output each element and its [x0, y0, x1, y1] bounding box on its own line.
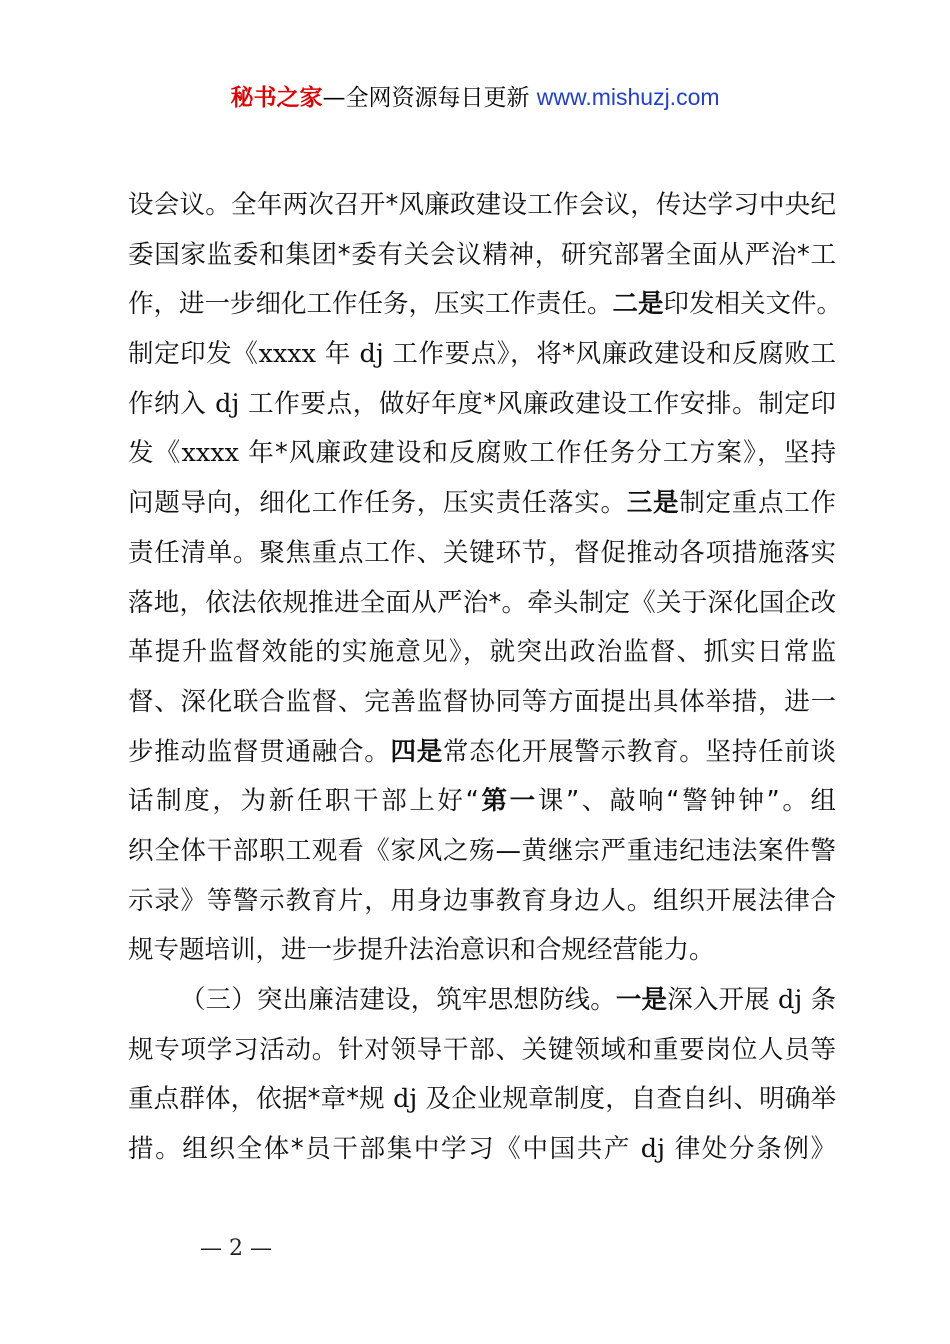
document-body [128, 181, 843, 1175]
text-line: 规专项学习活动。针对领导干部、关键领域和重要岗位人员等 [128, 1034, 836, 1065]
bold-keyword: 第一 [478, 786, 538, 817]
text-line: 重点群体，依据*章*规 dj 及企业规章制度，自查自纠、明确举 [128, 1084, 837, 1115]
text-line: 作纳入 dj 工作要点，做好年度*风廉政建设工作安排。制定印 [128, 388, 836, 419]
bold-keyword: 四是 [390, 736, 443, 767]
text-line: 制定印发《xxxx 年 dj 工作要点》，将*风廉政建设和反腐败工 [128, 339, 836, 370]
text-line: 步推动监督贯通融合。四是常态化开展警示教育。坚持任前谈 [128, 736, 836, 767]
text-line: 话制度，为新任职干部上好“第一课”、敲响“警钟钟”。组 [128, 786, 836, 817]
text-line: 设会议。全年两次召开*风廉政建设工作会议，传达学习中央纪 [128, 190, 836, 220]
text-line: 织全体干部职工观看《家风之殇—黄继宗严重违纪违法案件警 [128, 835, 836, 866]
text-line: 落地，依法依规推进全面从严治*。牵头制定《关于深化国企改 [128, 587, 836, 618]
text-line: 发《xxxx 年*风廉政建设和反腐败工作任务分工方案》，坚持 [128, 438, 836, 469]
page-number: — 2 — [200, 1236, 272, 1261]
bold-keyword: 二是 [612, 289, 664, 320]
text-line: 示录》等警示教育片，用身边事教育身边人。组织开展法律合 [128, 885, 836, 916]
text-line: 革提升监督效能的实施意见》，就突出政治监督、抓实日常监 [128, 637, 836, 668]
header-tagline: —全网资源每日更新 [322, 85, 537, 111]
site-url-link[interactable]: www.mishuzj.com [536, 84, 720, 110]
text-line: 规专题培训，进一步提升法治意识和合规经营能力。 [128, 935, 715, 966]
brand-name: 秘书之家 [230, 85, 323, 111]
text-line: 责任清单。聚焦重点工作、关键环节，督促推动各项措施落实 [128, 537, 836, 568]
text-line: 措。组织全体*员干部集中学习《中国共产 dj 律处分条例》 [128, 1134, 836, 1165]
text-line: 作，进一步细化工作任务，压实工作责任。二是印发相关文件。 [128, 289, 843, 320]
text-line: 委国家监委和集团*委有关会议精神，研究部署全面从严治*工 [128, 239, 836, 270]
text-line: 问题导向，细化工作任务，压实责任落实。三是制定重点工作 [128, 488, 836, 519]
bold-keyword: 一是 [615, 985, 668, 1015]
text-line-section-heading: （三）突出廉洁建设，筑牢思想防线。一是深入开展 dj 条 [180, 985, 836, 1015]
bold-keyword: 三是 [626, 488, 680, 519]
site-header [0, 82, 950, 113]
text-line: 督、深化联合监督、完善监督协同等方面提出具体举措，进一 [128, 686, 836, 717]
